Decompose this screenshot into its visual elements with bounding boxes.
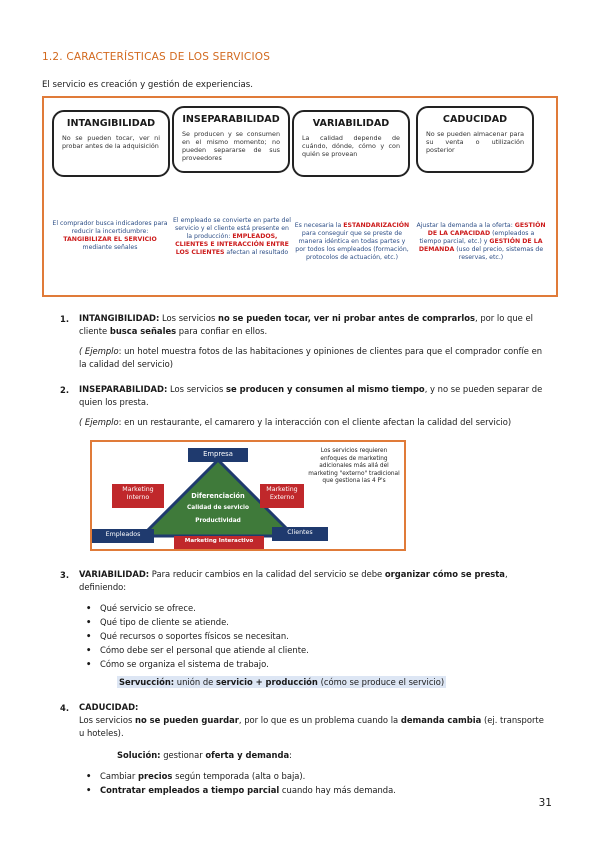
example-inseparabilidad: [79, 416, 549, 429]
bullet-bold: Contratar empleados a tiempo parcial: [100, 785, 280, 795]
item-number: 2.: [60, 385, 70, 395]
item-term: INSEPARABILIDAD:: [79, 384, 168, 394]
item-caducidad: [79, 701, 549, 740]
item-text: , definiendo:: [79, 569, 508, 593]
servuccion-text: unión de: [174, 677, 216, 687]
bubble-title: CADUCIDAD: [442, 114, 508, 125]
caption-highlight: ESTANDARIZACIÓN: [343, 222, 410, 229]
item-bold: demanda cambia: [400, 715, 482, 726]
bubble-body: No se pueden tocar, ver ni probar antes de la adquisición: [62, 134, 160, 150]
item-text: para confiar en ellos.: [176, 326, 268, 337]
characteristics-figure: [42, 96, 558, 297]
item-intangibilidad: [79, 312, 549, 338]
item-text: Los servicios: [167, 384, 227, 394]
bubble-intangibilidad: [52, 110, 170, 177]
figure-note: Los servicios requieren enfoques de marketing adicionales más allá del marketing "externo" tradicional que gestiona las 4 P's: [308, 448, 400, 485]
item-term: INTANGIBILIDAD:: [79, 313, 160, 323]
item-number: 1.: [60, 314, 70, 324]
servuccion-note: [117, 676, 446, 688]
marketing-externo-label: Marketing Externo: [266, 486, 298, 502]
bullet-item: [100, 771, 305, 781]
caption-text: El empleado se convierte en parte del servicio y el cliente está presente en la producción:: [172, 217, 291, 241]
bubble-title: INSEPARABILIDAD: [182, 114, 280, 125]
diferenciacion-label: Diferenciación: [191, 492, 245, 500]
bubble-body: La calidad depende de cuándo, dónde, cómo y con quién se provean: [302, 134, 400, 158]
caption-highlight: GESTIÓN DE LA DEMANDA: [418, 238, 543, 254]
caption-highlight: EMPLEADOS, CLIENTES E INTERACCIÓN ENTRE LOS CLIENTES: [175, 233, 289, 257]
caption-text: (empleados a tiempo parcial, etc.) y: [419, 230, 535, 246]
bullet-item: [100, 785, 396, 795]
page-number: 31: [538, 797, 552, 809]
item-bold: se producen y consumen al mismo tiempo: [226, 384, 425, 394]
caption-text: afectan al resultado: [224, 249, 289, 257]
solucion-text: :: [289, 750, 292, 760]
item-bold: no se pueden tocar, ver ni probar antes de comprarlos: [218, 313, 476, 323]
item-text: (ej. transporte u hoteles).: [79, 715, 544, 739]
marketing-interno-label: Marketing Interno: [122, 486, 154, 502]
solucion-text: gestionar: [160, 750, 206, 760]
servuccion-label: Servucción:: [119, 677, 175, 687]
bubble-body: No se pueden almacenar para su venta o utilización posterior: [426, 130, 524, 154]
caption-text: El comprador busca indicadores para reducir la incertidumbre:: [52, 220, 168, 236]
item-text: , por lo que el cliente: [79, 313, 533, 337]
bullet-text: según temporada (alta o baja).: [172, 771, 306, 781]
bubble-variabilidad: [292, 110, 410, 177]
item-bold: busca señales: [109, 326, 177, 337]
clientes-label: Clientes: [287, 529, 313, 536]
caption-highlight: GESTIÓN DE LA CAPACIDAD: [427, 222, 546, 238]
caption-text: (uso del precio, sistemas de reservas, etc.): [454, 246, 544, 262]
item-bold: no se pueden guardar: [135, 715, 239, 726]
example-label: ( Ejemplo: [79, 346, 119, 356]
bullet-item: • Cómo debe ser el personal que atiende al cliente.: [100, 645, 309, 655]
bullet-text: cuando hay más demanda.: [279, 785, 396, 795]
solucion-label: Solución:: [117, 750, 161, 760]
servuccion-bold: servicio + producción: [215, 677, 318, 687]
item-term: VARIABILIDAD:: [79, 569, 150, 579]
caption-text: Ajustar la demanda a la oferta:: [416, 222, 515, 229]
caption-inseparabilidad: [172, 217, 292, 257]
bullet-bold: precios: [138, 771, 173, 781]
bullet-item: • Cómo se organiza el sistema de trabajo.: [100, 659, 269, 669]
solucion-bold: oferta y demanda: [205, 750, 290, 760]
bubble-caducidad: [416, 106, 534, 173]
item-number: 4.: [60, 703, 70, 713]
caption-intangibilidad: [50, 220, 170, 252]
marketing-triangle-figure: [90, 440, 406, 551]
servuccion-text: (cómo se produce el servicio): [317, 677, 445, 687]
item-number: 3.: [60, 570, 70, 580]
item-text: , por lo que es un problema cuando la: [238, 715, 401, 726]
bubble-inseparabilidad: [172, 106, 290, 173]
item-term: CADUCIDAD:: [79, 702, 139, 712]
empresa-label: Empresa: [203, 450, 233, 458]
productividad-label: Productividad: [195, 518, 241, 524]
caption-highlight: TANGIBILIZAR EL SERVICIO: [63, 236, 157, 244]
caption-text: Es necesaria la: [294, 222, 344, 229]
bullet-item: • Qué tipo de cliente se atiende.: [100, 617, 229, 627]
item-text: Los servicios: [159, 313, 219, 323]
solucion-line: [117, 750, 292, 760]
marketing-interactivo-label: Marketing Interactivo: [184, 538, 254, 544]
caption-variabilidad: [294, 222, 410, 262]
bullet-text: Cambiar: [100, 771, 139, 781]
bubble-body: Se producen y se consumen en el mismo momento; no pueden separarse de sus proveedores: [182, 130, 280, 162]
bubble-title: INTANGIBILIDAD: [66, 118, 156, 129]
example-intangibilidad: [79, 345, 549, 371]
bullet-item: • Qué recursos o soportes físicos se necesitan.: [100, 631, 289, 641]
example-text: : un hotel muestra fotos de las habitaciones y opiniones de clientes para que el comprador confíe en la calidad del servicio): [79, 346, 543, 370]
item-text: Los servicios: [79, 715, 135, 726]
empleados-label: Empleados: [105, 531, 141, 538]
caption-caducidad: [416, 222, 546, 262]
example-text: : en un restaurante, el camarero y la interacción con el cliente afectan la calidad del servicio): [118, 417, 512, 427]
intro-text: El servicio es creación y gestión de experiencias.: [42, 80, 253, 90]
calidad-label: Calidad de servicio: [187, 505, 249, 511]
section-title: 1.2. CARACTERÍSTICAS DE LOS SERVICIOS: [42, 51, 271, 63]
item-bold: organizar cómo se presta: [384, 569, 505, 579]
item-variabilidad: [79, 568, 549, 594]
caption-text: mediante señales: [82, 244, 138, 252]
bullet-item: • Qué servicio se ofrece.: [100, 603, 196, 613]
example-label: ( Ejemplo: [79, 417, 119, 427]
bubble-title: VARIABILIDAD: [312, 118, 390, 129]
caption-text: para conseguir que se preste de manera idéntica en todas partes y por todos los empleados (formación, protocolos de actuación, etc.): [295, 230, 409, 262]
item-inseparabilidad: [79, 383, 549, 409]
item-text: Para reducir cambios en la calidad del servicio se debe: [149, 569, 385, 579]
item-text: , y no se pueden separar de quien los presta.: [79, 384, 543, 408]
